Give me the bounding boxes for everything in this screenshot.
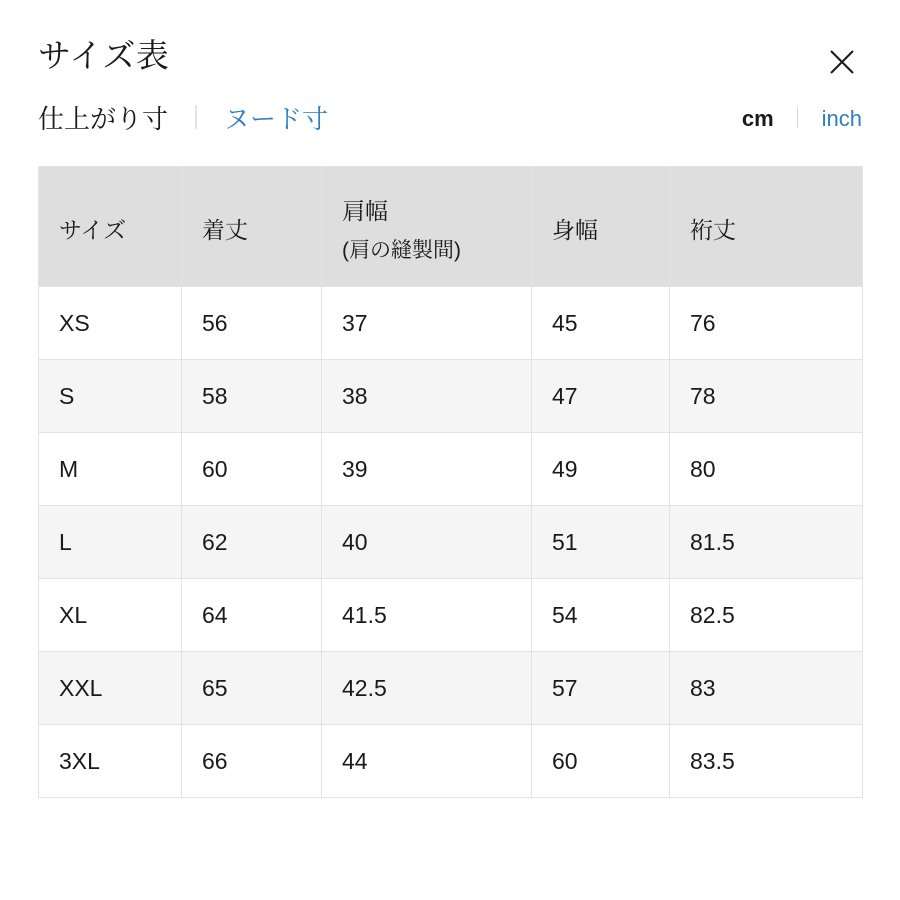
cell-sleeve: 80 bbox=[670, 433, 863, 506]
cell-size: S bbox=[39, 360, 182, 433]
toggle-nude-measurement[interactable]: ヌード寸 bbox=[224, 104, 329, 134]
cell-size: 3XL bbox=[39, 725, 182, 798]
table-row bbox=[39, 360, 863, 433]
cell-length: 60 bbox=[182, 433, 322, 506]
cell-chest: 54 bbox=[532, 579, 670, 652]
cell-length: 62 bbox=[182, 506, 322, 579]
cell-shoulder: 40 bbox=[322, 506, 532, 579]
cell-size: XXL bbox=[39, 652, 182, 725]
cell-shoulder: 42.5 bbox=[322, 652, 532, 725]
panel-header bbox=[0, 0, 900, 84]
cell-size: XS bbox=[39, 287, 182, 360]
table-header-row bbox=[39, 167, 863, 287]
cell-length: 58 bbox=[182, 360, 322, 433]
unit-cm[interactable]: cm bbox=[741, 106, 774, 131]
cell-sleeve: 78 bbox=[670, 360, 863, 433]
cell-sleeve: 83 bbox=[670, 652, 863, 725]
table-row bbox=[39, 725, 863, 798]
cell-length: 66 bbox=[182, 725, 322, 798]
table-row bbox=[39, 579, 863, 652]
cell-chest: 60 bbox=[532, 725, 670, 798]
cell-shoulder: 37 bbox=[322, 287, 532, 360]
size-table-wrapper bbox=[0, 132, 900, 798]
size-table bbox=[38, 166, 863, 798]
table-header-cell bbox=[532, 167, 670, 287]
measurement-toggle-divider: ｜ bbox=[184, 105, 209, 132]
measurement-toggle-group bbox=[38, 106, 328, 132]
table-row bbox=[39, 652, 863, 725]
cell-length: 56 bbox=[182, 287, 322, 360]
unit-toggle-group bbox=[742, 108, 862, 130]
cell-shoulder: 41.5 bbox=[322, 579, 532, 652]
table-row bbox=[39, 433, 863, 506]
cell-shoulder: 44 bbox=[322, 725, 532, 798]
table-header-cell bbox=[39, 167, 182, 287]
table-row bbox=[39, 287, 863, 360]
unit-toggle-divider: ｜ bbox=[787, 108, 808, 130]
toggle-row bbox=[0, 84, 900, 132]
table-header-label: 裄丈 bbox=[690, 217, 736, 243]
cell-chest: 49 bbox=[532, 433, 670, 506]
table-header-cell bbox=[322, 167, 532, 287]
cell-size: XL bbox=[39, 579, 182, 652]
cell-length: 65 bbox=[182, 652, 322, 725]
cell-shoulder: 38 bbox=[322, 360, 532, 433]
cell-sleeve: 83.5 bbox=[670, 725, 863, 798]
table-row bbox=[39, 506, 863, 579]
table-header-label: 肩幅 bbox=[342, 198, 388, 224]
cell-chest: 47 bbox=[532, 360, 670, 433]
table-head bbox=[39, 167, 863, 287]
table-header-sublabel: (肩の縫製間) bbox=[342, 239, 461, 262]
table-header-label: サイズ bbox=[59, 217, 127, 243]
unit-inch[interactable]: inch bbox=[821, 106, 862, 131]
close-icon bbox=[827, 47, 857, 77]
table-header-cell bbox=[182, 167, 322, 287]
cell-size: M bbox=[39, 433, 182, 506]
table-header-cell bbox=[670, 167, 863, 287]
cell-chest: 51 bbox=[532, 506, 670, 579]
table-header-label: 着丈 bbox=[202, 217, 248, 243]
cell-length: 64 bbox=[182, 579, 322, 652]
page-title: サイズ表 bbox=[38, 37, 170, 74]
cell-sleeve: 76 bbox=[670, 287, 863, 360]
toggle-finished-measurement[interactable]: 仕上がり寸 bbox=[38, 104, 169, 134]
table-header-label: 身幅 bbox=[552, 217, 598, 243]
close-button[interactable] bbox=[820, 40, 864, 84]
cell-chest: 57 bbox=[532, 652, 670, 725]
cell-size: L bbox=[39, 506, 182, 579]
cell-sleeve: 82.5 bbox=[670, 579, 863, 652]
cell-chest: 45 bbox=[532, 287, 670, 360]
cell-sleeve: 81.5 bbox=[670, 506, 863, 579]
table-body bbox=[39, 287, 863, 798]
cell-shoulder: 39 bbox=[322, 433, 532, 506]
